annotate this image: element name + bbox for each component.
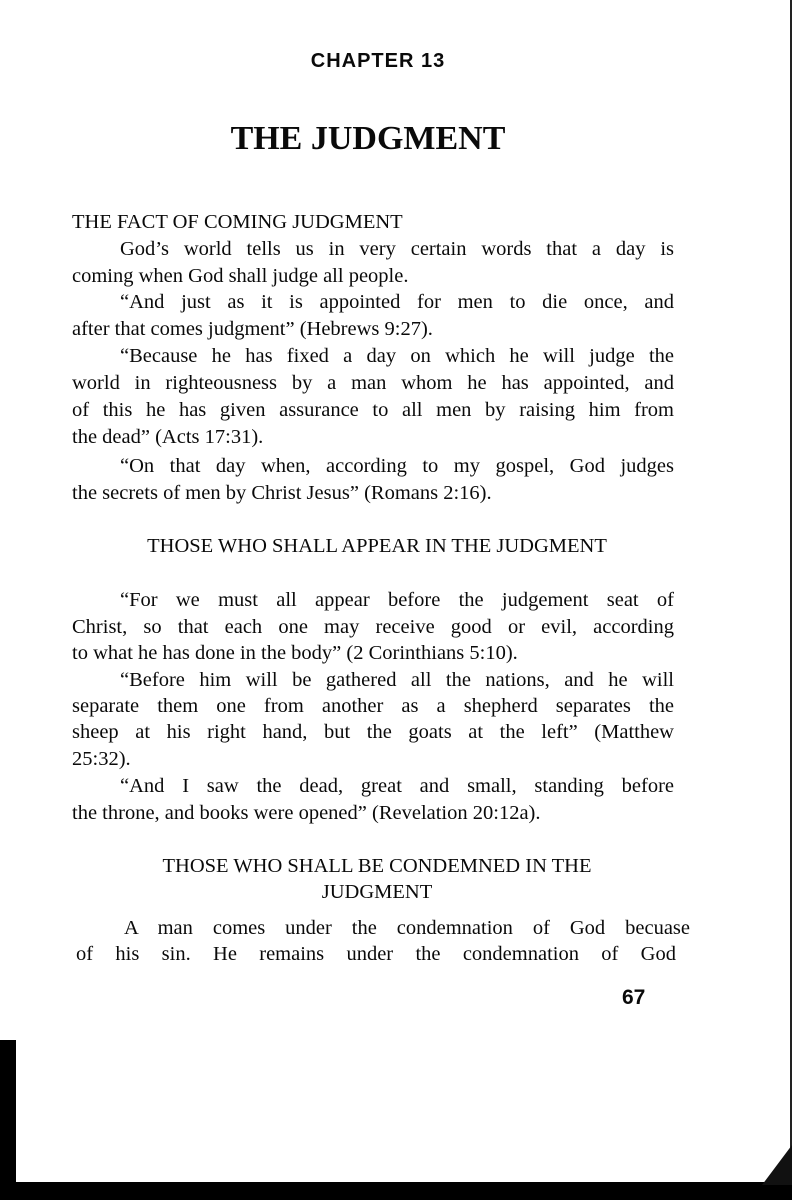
text-line: 25:32). (72, 748, 131, 770)
scan-edge-left (0, 1040, 16, 1200)
text-line: “Because he has fixed a day on which he will judge the (120, 345, 674, 367)
scan-corner-shadow (762, 1145, 792, 1185)
page-number: 67 (622, 986, 646, 1009)
text-line: A man comes under the condemnation of God becuase (124, 917, 690, 939)
section-heading: JUDGMENT (321, 881, 433, 903)
text-line: coming when God shall judge all people. (72, 265, 409, 287)
section-heading: THOSE WHO SHALL BE CONDEMNED IN THE (162, 855, 592, 877)
section-heading: THOSE WHO SHALL APPEAR IN THE JUDGMENT (147, 535, 607, 557)
text-line: separate them one from another as a shepherd separates the (72, 695, 674, 717)
chapter-title: THE JUDGMENT (230, 120, 506, 157)
text-line: after that comes judgment” (Hebrews 9:27). (72, 318, 433, 340)
text-line: of this he has given assurance to all men by raising him from (72, 399, 674, 421)
text-line: the dead” (Acts 17:31). (72, 426, 264, 448)
text-line: of his sin. He remains under the condemnation of God (76, 943, 676, 965)
section-heading: THE FACT OF COMING JUDGMENT (72, 211, 403, 233)
text-line: world in righteousness by a man whom he has appointed, and (72, 372, 674, 394)
text-line: Christ, so that each one may receive good or evil, according (72, 616, 674, 638)
text-line: “And I saw the dead, great and small, standing before (120, 775, 674, 797)
text-line: sheep at his right hand, but the goats at the left” (Matthew (72, 721, 674, 743)
text-line: God’s world tells us in very certain words that a day is (120, 238, 674, 260)
text-line: “And just as it is appointed for men to die once, and (120, 291, 674, 313)
text-line: “On that day when, according to my gospel, God judges (120, 455, 674, 477)
scan-edge-bottom (0, 1182, 792, 1200)
text-line: “Before him will be gathered all the nations, and he will (120, 669, 674, 691)
text-line: “For we must all appear before the judgement seat of (120, 589, 674, 611)
text-line: the throne, and books were opened” (Revelation 20:12a). (72, 802, 541, 824)
text-line: to what he has done in the body” (2 Corinthians 5:10). (72, 642, 518, 664)
chapter-label: CHAPTER 13 (310, 50, 446, 72)
text-line: the secrets of men by Christ Jesus” (Romans 2:16). (72, 482, 492, 504)
